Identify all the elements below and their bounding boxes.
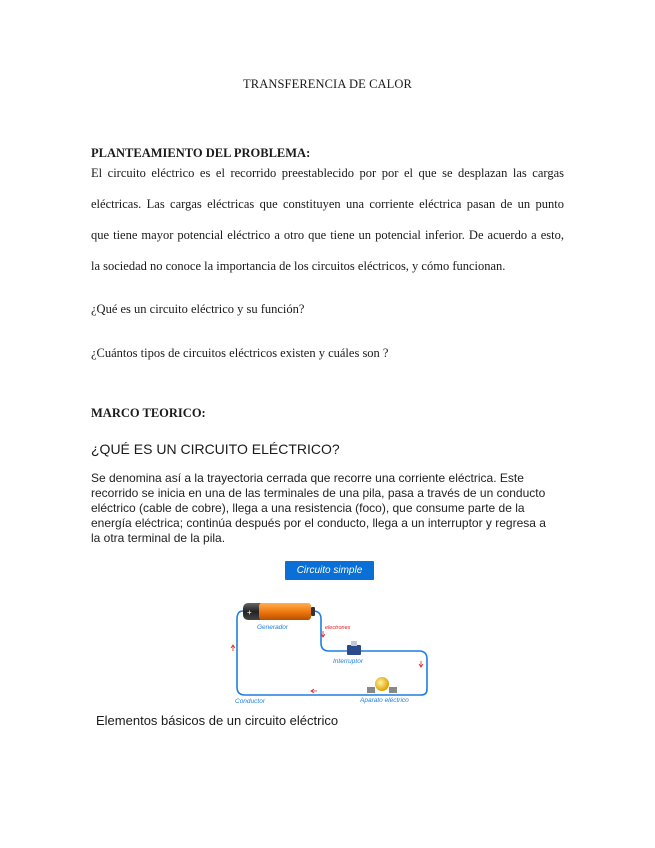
- definition-line-2: recorrido se inicia en una de las terminales de una pila, pasa a través de un conducto: [91, 486, 546, 500]
- definition-line-5: la otra terminal de la pila.: [91, 531, 226, 545]
- problem-line-2: eléctricas. Las cargas eléctricas que constituyen una corriente eléctrica pasan de un punto: [91, 197, 564, 211]
- definition-paragraph: [91, 471, 561, 546]
- battery-icon: [243, 603, 315, 620]
- bottom-arrow-icon: [311, 689, 317, 693]
- conductor-label: Conductor: [235, 698, 265, 705]
- definition-line-3: eléctrico (cable de cobre), llega a una resistencia (foco), que consume parte de la: [91, 501, 525, 515]
- definition-line-1: Se denomina así a la trayectoria cerrada que recorre una corriente eléctrica. Este: [91, 471, 524, 485]
- left-arrow-icon: [231, 645, 235, 651]
- framework-heading: MARCO TEORICO:: [91, 406, 206, 420]
- problem-line-1: El circuito eléctrico es el recorrido preestablecido por por el que se desplazan las cargas: [91, 166, 564, 180]
- problem-line-3: que tiene mayor potencial eléctrico a otro que tiene un potencial inferior. De acuerdo a esto,: [91, 228, 564, 242]
- circuit-diagram: [225, 595, 435, 705]
- question-1: ¿Qué es un circuito eléctrico y su función?: [91, 302, 305, 316]
- battery-plus-sign: +: [247, 608, 252, 617]
- switch-label: Interruptor: [333, 658, 363, 665]
- generator-label: Generador: [257, 624, 289, 631]
- document-title: TRANSFERENCIA DE CALOR: [243, 77, 412, 91]
- switch-icon: [347, 641, 361, 655]
- section-heading: ¿QUÉ ES UN CIRCUITO ELÉCTRICO?: [91, 441, 340, 457]
- question-2: ¿Cuántos tipos de circuitos eléctricos existen y cuáles son ?: [91, 346, 389, 360]
- right-arrow-icon: [419, 661, 423, 667]
- problem-heading: PLANTEAMIENTO DEL PROBLEMA:: [91, 146, 311, 160]
- diagram-title: Circuito simple: [285, 561, 374, 580]
- electrons-label: electrones: [325, 625, 351, 631]
- device-label: Aparato eléctrico: [360, 697, 409, 704]
- definition-line-4: energía eléctrica; continúa después por el conducto, llega a un interruptor y regresa a: [91, 516, 546, 530]
- diagram-caption: Elementos básicos de un circuito eléctrico: [96, 713, 339, 728]
- problem-line-4: la sociedad no conoce la importancia de los circuitos eléctricos, y cómo funcionan.: [91, 259, 506, 273]
- bulb-icon: [367, 677, 397, 693]
